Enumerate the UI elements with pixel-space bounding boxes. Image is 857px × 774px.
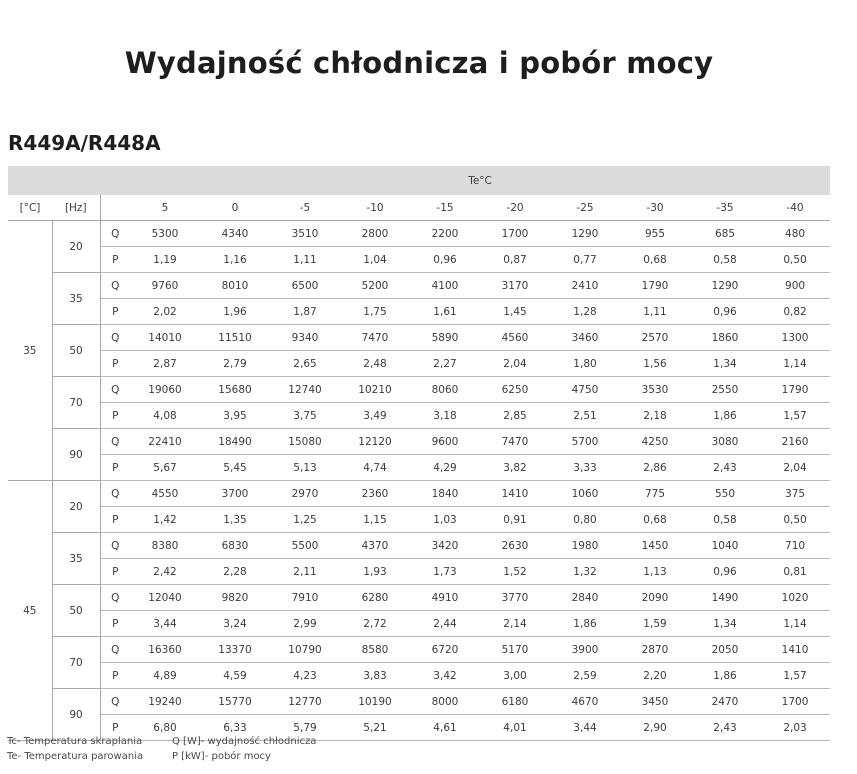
power-value: 2,27: [410, 351, 480, 377]
power-value: 1,13: [620, 559, 690, 585]
power-value: 3,44: [130, 611, 200, 637]
power-value: 2,42: [130, 559, 200, 585]
te-value-header: 5: [130, 195, 200, 221]
power-value: 2,86: [620, 455, 690, 481]
power-label: P: [100, 507, 130, 533]
capacity-value: 3510: [270, 221, 340, 247]
power-value: 1,80: [550, 351, 620, 377]
page-title: Wydajność chłodnicza i pobór mocy: [124, 46, 714, 80]
power-value: 0,87: [480, 247, 550, 273]
capacity-value: 12770: [270, 689, 340, 715]
capacity-value: 3080: [690, 429, 760, 455]
power-label: P: [100, 403, 130, 429]
power-value: 1,34: [690, 351, 760, 377]
capacity-label: Q: [100, 429, 130, 455]
capacity-value: 10190: [340, 689, 410, 715]
power-value: 1,52: [480, 559, 550, 585]
capacity-value: 13370: [200, 637, 270, 663]
capacity-value: 1860: [690, 325, 760, 351]
capacity-value: 12040: [130, 585, 200, 611]
power-label: P: [100, 663, 130, 689]
capacity-value: 2090: [620, 585, 690, 611]
capacity-value: 955: [620, 221, 690, 247]
power-value: 2,04: [760, 455, 830, 481]
capacity-value: 3700: [200, 481, 270, 507]
power-value: 1,59: [620, 611, 690, 637]
te-value-header: -30: [620, 195, 690, 221]
capacity-row: [8, 689, 830, 715]
capacity-value: 2570: [620, 325, 690, 351]
power-value: 1,15: [340, 507, 410, 533]
power-value: 2,03: [760, 715, 830, 741]
capacity-value: 19060: [130, 377, 200, 403]
capacity-value: 3420: [410, 533, 480, 559]
capacity-value: 1020: [760, 585, 830, 611]
power-value: 1,25: [270, 507, 340, 533]
condensing-temp-cell: 35: [8, 221, 52, 481]
capacity-value: 5300: [130, 221, 200, 247]
capacity-row: [8, 429, 830, 455]
power-value: 0,58: [690, 507, 760, 533]
power-value: 6,33: [200, 715, 270, 741]
capacity-value: 4670: [550, 689, 620, 715]
capacity-value: 2360: [340, 481, 410, 507]
power-value: 0,80: [550, 507, 620, 533]
capacity-value: 1790: [620, 273, 690, 299]
power-value: 2,18: [620, 403, 690, 429]
capacity-value: 6720: [410, 637, 480, 663]
capacity-value: 15680: [200, 377, 270, 403]
power-value: 1,57: [760, 663, 830, 689]
power-value: 3,44: [550, 715, 620, 741]
capacity-value: 10210: [340, 377, 410, 403]
frequency-cell: 70: [52, 637, 100, 689]
power-value: 2,11: [270, 559, 340, 585]
capacity-value: 4370: [340, 533, 410, 559]
capacity-value: 9820: [200, 585, 270, 611]
power-value: 5,13: [270, 455, 340, 481]
legend-te: Te- Temperatura parowania: [7, 751, 144, 762]
capacity-value: 2550: [690, 377, 760, 403]
power-value: 2,90: [620, 715, 690, 741]
capacity-value: 1290: [690, 273, 760, 299]
power-value: 1,42: [130, 507, 200, 533]
power-value: 1,75: [340, 299, 410, 325]
power-value: 1,14: [760, 351, 830, 377]
te-value-header: -40: [760, 195, 830, 221]
power-row: [8, 559, 830, 585]
capacity-value: 685: [690, 221, 760, 247]
power-value: 2,48: [340, 351, 410, 377]
hz-unit-header: [Hz]: [52, 195, 100, 221]
power-value: 2,65: [270, 351, 340, 377]
capacity-value: 1790: [760, 377, 830, 403]
capacity-value: 1410: [480, 481, 550, 507]
power-value: 1,86: [690, 403, 760, 429]
power-value: 1,19: [130, 247, 200, 273]
te-value-header: -15: [410, 195, 480, 221]
power-row: [8, 403, 830, 429]
capacity-value: 5890: [410, 325, 480, 351]
frequency-cell: 20: [52, 221, 100, 273]
capacity-value: 2630: [480, 533, 550, 559]
power-label: P: [100, 559, 130, 585]
capacity-value: 2160: [760, 429, 830, 455]
capacity-value: 3170: [480, 273, 550, 299]
power-value: 1,03: [410, 507, 480, 533]
capacity-row: [8, 325, 830, 351]
capacity-value: 22410: [130, 429, 200, 455]
capacity-value: 3770: [480, 585, 550, 611]
capacity-value: 2410: [550, 273, 620, 299]
capacity-value: 19240: [130, 689, 200, 715]
power-value: 0,50: [760, 247, 830, 273]
capacity-label: Q: [100, 637, 130, 663]
capacity-value: 2050: [690, 637, 760, 663]
capacity-value: 9760: [130, 273, 200, 299]
capacity-value: 4100: [410, 273, 480, 299]
power-value: 0,96: [690, 559, 760, 585]
capacity-value: 11510: [200, 325, 270, 351]
legend-p: P [kW]- pobór mocy: [172, 751, 271, 762]
capacity-value: 8380: [130, 533, 200, 559]
power-value: 2,14: [480, 611, 550, 637]
power-value: 0,68: [620, 247, 690, 273]
capacity-value: 7470: [340, 325, 410, 351]
power-value: 1,56: [620, 351, 690, 377]
power-value: 4,01: [480, 715, 550, 741]
power-value: 1,14: [760, 611, 830, 637]
power-value: 1,96: [200, 299, 270, 325]
te-value-header: 0: [200, 195, 270, 221]
power-row: [8, 507, 830, 533]
power-label: P: [100, 715, 130, 741]
power-value: 1,86: [690, 663, 760, 689]
capacity-label: Q: [100, 221, 130, 247]
power-label: P: [100, 247, 130, 273]
power-value: 0,96: [690, 299, 760, 325]
capacity-value: 12740: [270, 377, 340, 403]
power-value: 1,04: [340, 247, 410, 273]
capacity-label: Q: [100, 377, 130, 403]
capacity-value: 15770: [200, 689, 270, 715]
te-header-row: [8, 166, 830, 195]
power-value: 2,87: [130, 351, 200, 377]
power-value: 3,83: [340, 663, 410, 689]
frequency-cell: 35: [52, 533, 100, 585]
refrigerant-heading: R449A/R448A: [8, 131, 161, 155]
power-value: 3,42: [410, 663, 480, 689]
capacity-value: 3460: [550, 325, 620, 351]
power-label: P: [100, 611, 130, 637]
capacity-value: 5170: [480, 637, 550, 663]
tc-unit-header: [°C]: [8, 195, 52, 221]
capacity-value: 6280: [340, 585, 410, 611]
capacity-value: 1840: [410, 481, 480, 507]
te-header: Te°C: [130, 166, 830, 195]
capacity-row: [8, 585, 830, 611]
power-value: 1,73: [410, 559, 480, 585]
capacity-value: 4250: [620, 429, 690, 455]
capacity-value: 480: [760, 221, 830, 247]
legend-quantities: [172, 734, 316, 764]
capacity-label: Q: [100, 325, 130, 351]
capacity-value: 9340: [270, 325, 340, 351]
power-value: 3,33: [550, 455, 620, 481]
capacity-value: 15080: [270, 429, 340, 455]
capacity-value: 2800: [340, 221, 410, 247]
capacity-value: 710: [760, 533, 830, 559]
capacity-value: 7910: [270, 585, 340, 611]
condensing-temp-cell: 45: [8, 481, 52, 741]
capacity-value: 8000: [410, 689, 480, 715]
power-value: 0,96: [410, 247, 480, 273]
capacity-value: 4340: [200, 221, 270, 247]
power-value: 1,57: [760, 403, 830, 429]
power-value: 5,21: [340, 715, 410, 741]
capacity-label: Q: [100, 273, 130, 299]
frequency-cell: 90: [52, 429, 100, 481]
capacity-value: 3450: [620, 689, 690, 715]
capacity-value: 4750: [550, 377, 620, 403]
power-value: 2,02: [130, 299, 200, 325]
capacity-value: 1410: [760, 637, 830, 663]
capacity-value: 4550: [130, 481, 200, 507]
capacity-label: Q: [100, 689, 130, 715]
power-value: 2,72: [340, 611, 410, 637]
power-value: 2,51: [550, 403, 620, 429]
power-value: 1,28: [550, 299, 620, 325]
capacity-value: 2970: [270, 481, 340, 507]
frequency-cell: 35: [52, 273, 100, 325]
power-value: 3,49: [340, 403, 410, 429]
power-value: 1,45: [480, 299, 550, 325]
capacity-value: 2840: [550, 585, 620, 611]
power-row: [8, 351, 830, 377]
power-value: 4,89: [130, 663, 200, 689]
capacity-label: Q: [100, 533, 130, 559]
capacity-row: [8, 533, 830, 559]
capacity-value: 1290: [550, 221, 620, 247]
legend-tc: Tc- Temperatura skraplania: [7, 736, 143, 747]
capacity-row: [8, 481, 830, 507]
power-value: 5,67: [130, 455, 200, 481]
capacity-label: Q: [100, 585, 130, 611]
power-value: 2,79: [200, 351, 270, 377]
capacity-value: 6180: [480, 689, 550, 715]
capacity-value: 12120: [340, 429, 410, 455]
capacity-value: 9600: [410, 429, 480, 455]
power-value: 1,16: [200, 247, 270, 273]
capacity-value: 8060: [410, 377, 480, 403]
capacity-label: Q: [100, 481, 130, 507]
power-value: 4,29: [410, 455, 480, 481]
capacity-value: 2470: [690, 689, 760, 715]
column-header-row: [8, 195, 830, 221]
power-value: 1,87: [270, 299, 340, 325]
capacity-value: 1700: [480, 221, 550, 247]
power-value: 3,95: [200, 403, 270, 429]
power-row: [8, 663, 830, 689]
power-value: 1,34: [690, 611, 760, 637]
capacity-value: 7470: [480, 429, 550, 455]
capacity-value: 2200: [410, 221, 480, 247]
te-value-header: -10: [340, 195, 410, 221]
capacity-value: 2870: [620, 637, 690, 663]
frequency-cell: 50: [52, 585, 100, 637]
power-value: 0,77: [550, 247, 620, 273]
power-value: 1,11: [620, 299, 690, 325]
capacity-value: 16360: [130, 637, 200, 663]
power-row: [8, 455, 830, 481]
power-value: 1,35: [200, 507, 270, 533]
capacity-value: 5500: [270, 533, 340, 559]
power-value: 4,23: [270, 663, 340, 689]
capacity-row: [8, 273, 830, 299]
power-row: [8, 611, 830, 637]
power-value: 1,32: [550, 559, 620, 585]
performance-table: [8, 166, 830, 741]
capacity-value: 1060: [550, 481, 620, 507]
te-value-header: -5: [270, 195, 340, 221]
capacity-value: 3900: [550, 637, 620, 663]
power-value: 0,81: [760, 559, 830, 585]
capacity-row: [8, 637, 830, 663]
capacity-value: 1700: [760, 689, 830, 715]
power-value: 0,68: [620, 507, 690, 533]
capacity-value: 900: [760, 273, 830, 299]
capacity-value: 6830: [200, 533, 270, 559]
power-value: 2,28: [200, 559, 270, 585]
capacity-value: 6500: [270, 273, 340, 299]
power-row: [8, 247, 830, 273]
frequency-cell: 90: [52, 689, 100, 741]
power-value: 2,43: [690, 715, 760, 741]
capacity-value: 10790: [270, 637, 340, 663]
capacity-value: 1490: [690, 585, 760, 611]
capacity-value: 6250: [480, 377, 550, 403]
capacity-value: 3530: [620, 377, 690, 403]
frequency-cell: 70: [52, 377, 100, 429]
power-value: 0,82: [760, 299, 830, 325]
power-value: 5,45: [200, 455, 270, 481]
power-label: P: [100, 455, 130, 481]
capacity-value: 1040: [690, 533, 760, 559]
power-value: 2,04: [480, 351, 550, 377]
capacity-value: 8010: [200, 273, 270, 299]
capacity-value: 1450: [620, 533, 690, 559]
power-value: 0,58: [690, 247, 760, 273]
capacity-value: 1980: [550, 533, 620, 559]
power-value: 1,93: [340, 559, 410, 585]
capacity-value: 1300: [760, 325, 830, 351]
capacity-value: 375: [760, 481, 830, 507]
capacity-value: 550: [690, 481, 760, 507]
capacity-value: 5200: [340, 273, 410, 299]
legend-q: Q [W]- wydajność chłodnicza: [172, 736, 317, 747]
frequency-cell: 20: [52, 481, 100, 533]
power-row: [8, 299, 830, 325]
capacity-value: 4560: [480, 325, 550, 351]
power-value: 2,99: [270, 611, 340, 637]
power-value: 2,43: [690, 455, 760, 481]
power-value: 4,61: [410, 715, 480, 741]
power-value: 4,59: [200, 663, 270, 689]
capacity-row: [8, 221, 830, 247]
power-value: 1,61: [410, 299, 480, 325]
frequency-cell: 50: [52, 325, 100, 377]
power-value: 3,18: [410, 403, 480, 429]
power-value: 1,86: [550, 611, 620, 637]
te-value-header: -35: [690, 195, 760, 221]
power-value: 6,80: [130, 715, 200, 741]
capacity-row: [8, 377, 830, 403]
legend-temperatures: [7, 734, 143, 764]
power-value: 2,59: [550, 663, 620, 689]
power-value: 4,74: [340, 455, 410, 481]
power-value: 3,00: [480, 663, 550, 689]
power-value: 3,24: [200, 611, 270, 637]
capacity-value: 5700: [550, 429, 620, 455]
capacity-value: 8580: [340, 637, 410, 663]
te-value-header: -25: [550, 195, 620, 221]
power-value: 3,75: [270, 403, 340, 429]
power-label: P: [100, 299, 130, 325]
capacity-value: 18490: [200, 429, 270, 455]
power-value: 2,44: [410, 611, 480, 637]
capacity-value: 775: [620, 481, 690, 507]
capacity-value: 4910: [410, 585, 480, 611]
power-value: 5,79: [270, 715, 340, 741]
power-value: 3,82: [480, 455, 550, 481]
power-value: 0,91: [480, 507, 550, 533]
te-value-header: -20: [480, 195, 550, 221]
power-value: 4,08: [130, 403, 200, 429]
power-value: 2,20: [620, 663, 690, 689]
power-value: 0,50: [760, 507, 830, 533]
power-label: P: [100, 351, 130, 377]
power-value: 2,85: [480, 403, 550, 429]
capacity-value: 14010: [130, 325, 200, 351]
power-value: 1,11: [270, 247, 340, 273]
